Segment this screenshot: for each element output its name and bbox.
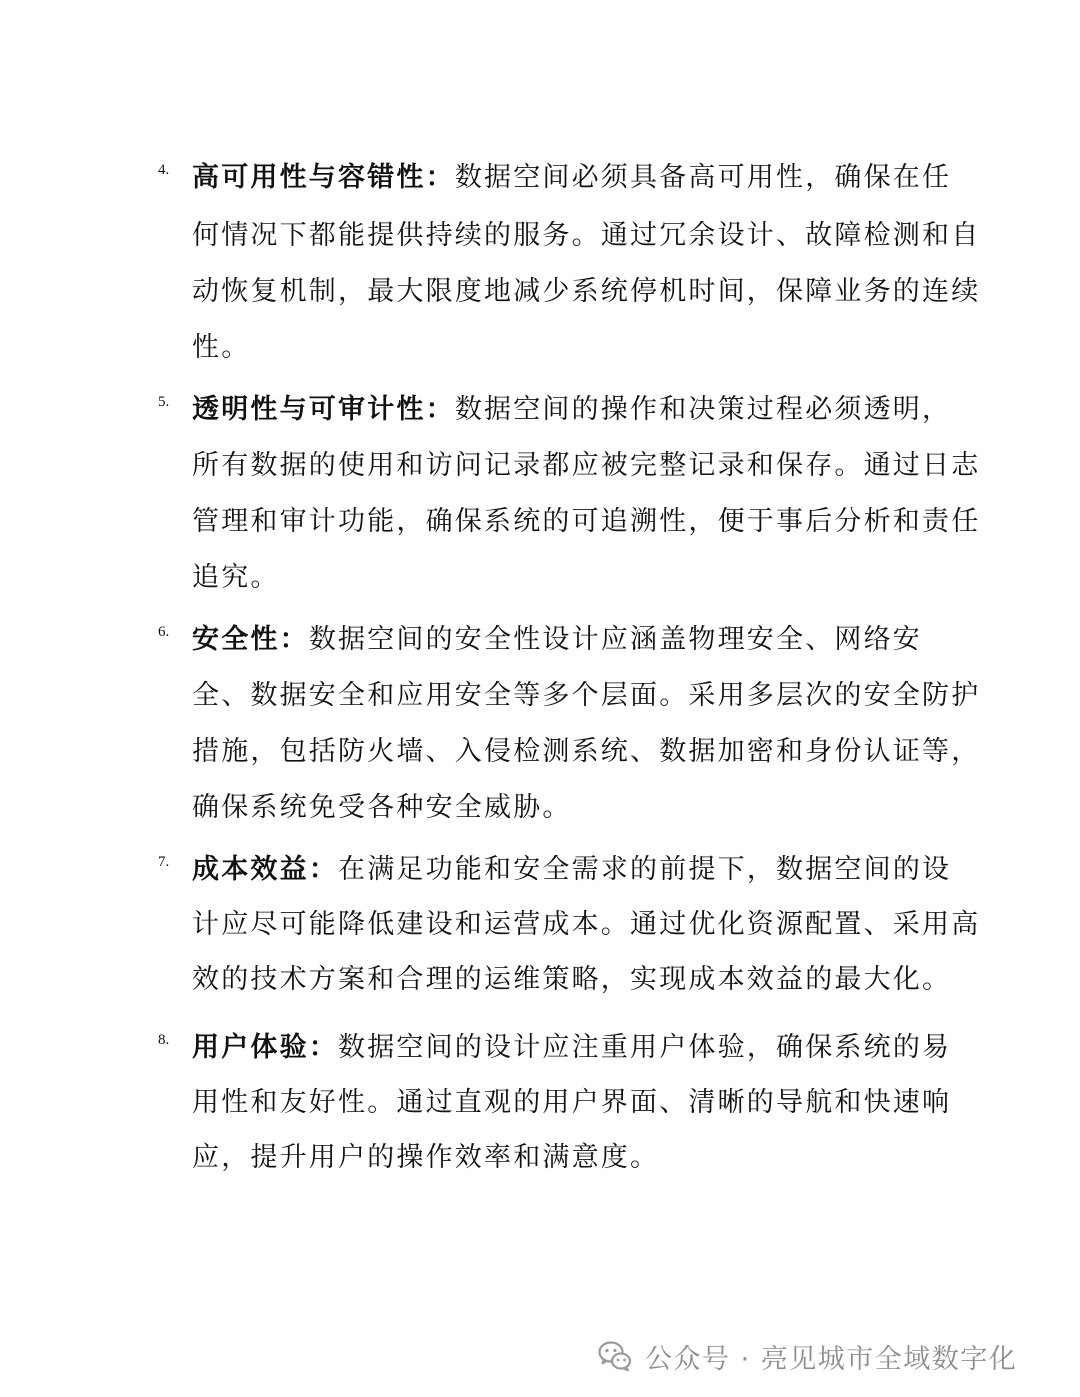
list-item-text-line: 计应尽可能降低建设和运营成本。通过优化资源配置、采用高 xyxy=(192,909,981,940)
list-item-term: 高可用性与容错性 xyxy=(192,162,426,193)
list-number: 5. xyxy=(158,394,170,410)
list-item-text-line: 确保系统免受各种安全威胁。 xyxy=(192,792,572,823)
list-item-text-line: 应，提升用户的操作效率和满意度。 xyxy=(192,1142,660,1173)
list-item-first-line xyxy=(192,150,951,206)
term-colon: ： xyxy=(279,624,309,655)
list-item-text: 数据空间的安全性设计应涵盖物理安全、网络安 xyxy=(308,624,923,655)
list-item-term: 用户体验 xyxy=(192,1032,309,1063)
wechat-icon xyxy=(597,1338,633,1374)
list-item-text-line: 全、数据安全和应用安全等多个层面。采用多层次的安全防护 xyxy=(192,680,981,711)
list-item-text: 数据空间的操作和决策过程必须透明， xyxy=(454,394,952,425)
list-item-text: 数据空间的设计应注重用户体验，确保系统的易 xyxy=(338,1032,952,1063)
term-colon: ： xyxy=(308,854,339,885)
list-item-text-line: 动恢复机制，最大限度地减少系统停机时间，保障业务的连续 xyxy=(192,276,981,307)
list-item-term: 安全性 xyxy=(192,624,280,655)
list-item-first-line xyxy=(192,612,922,668)
list-item-text-line: 何情况下都能提供持续的服务。通过冗余设计、故障检测和自 xyxy=(192,220,981,251)
list-item-text-line: 措施，包括防火墙、入侵检测系统、数据加密和身份认证等， xyxy=(192,736,981,767)
list-item-text-line: 管理和审计功能，确保系统的可追溯性，便于事后分析和责任 xyxy=(192,506,981,537)
list-item-text-line: 所有数据的使用和访问记录都应被完整记录和保存。通过日志 xyxy=(192,450,981,481)
list-item-text: 在满足功能和安全需求的前提下，数据空间的设 xyxy=(338,854,952,885)
list-item-text-line: 性。 xyxy=(192,332,251,363)
list-item-term: 透明性与可审计性 xyxy=(192,394,426,425)
list-number: 7. xyxy=(158,854,170,870)
list-item-text-line: 效的技术方案和合理的运维策略，实现成本效益的最大化。 xyxy=(192,964,952,995)
list-item-first-line xyxy=(192,842,951,898)
term-colon: ： xyxy=(425,162,455,193)
list-item-first-line xyxy=(192,382,951,438)
watermark xyxy=(597,1336,1017,1376)
list-item-text-line: 用性和友好性。通过直观的用户界面、清晰的导航和快速响 xyxy=(192,1087,952,1118)
list-item-first-line xyxy=(192,1020,951,1076)
term-colon: ： xyxy=(308,1032,339,1063)
list-item-text: 数据空间必须具备高可用性，确保在任 xyxy=(454,162,952,193)
list-number: 6. xyxy=(158,624,170,640)
list-item-text-line: 追究。 xyxy=(192,562,280,593)
list-number: 4. xyxy=(158,162,170,178)
list-item-term: 成本效益 xyxy=(192,854,309,885)
term-colon: ： xyxy=(425,394,455,425)
list-number: 8. xyxy=(158,1032,170,1048)
watermark-text: 公众号 · 亮见城市全域数字化 xyxy=(645,1343,1018,1375)
